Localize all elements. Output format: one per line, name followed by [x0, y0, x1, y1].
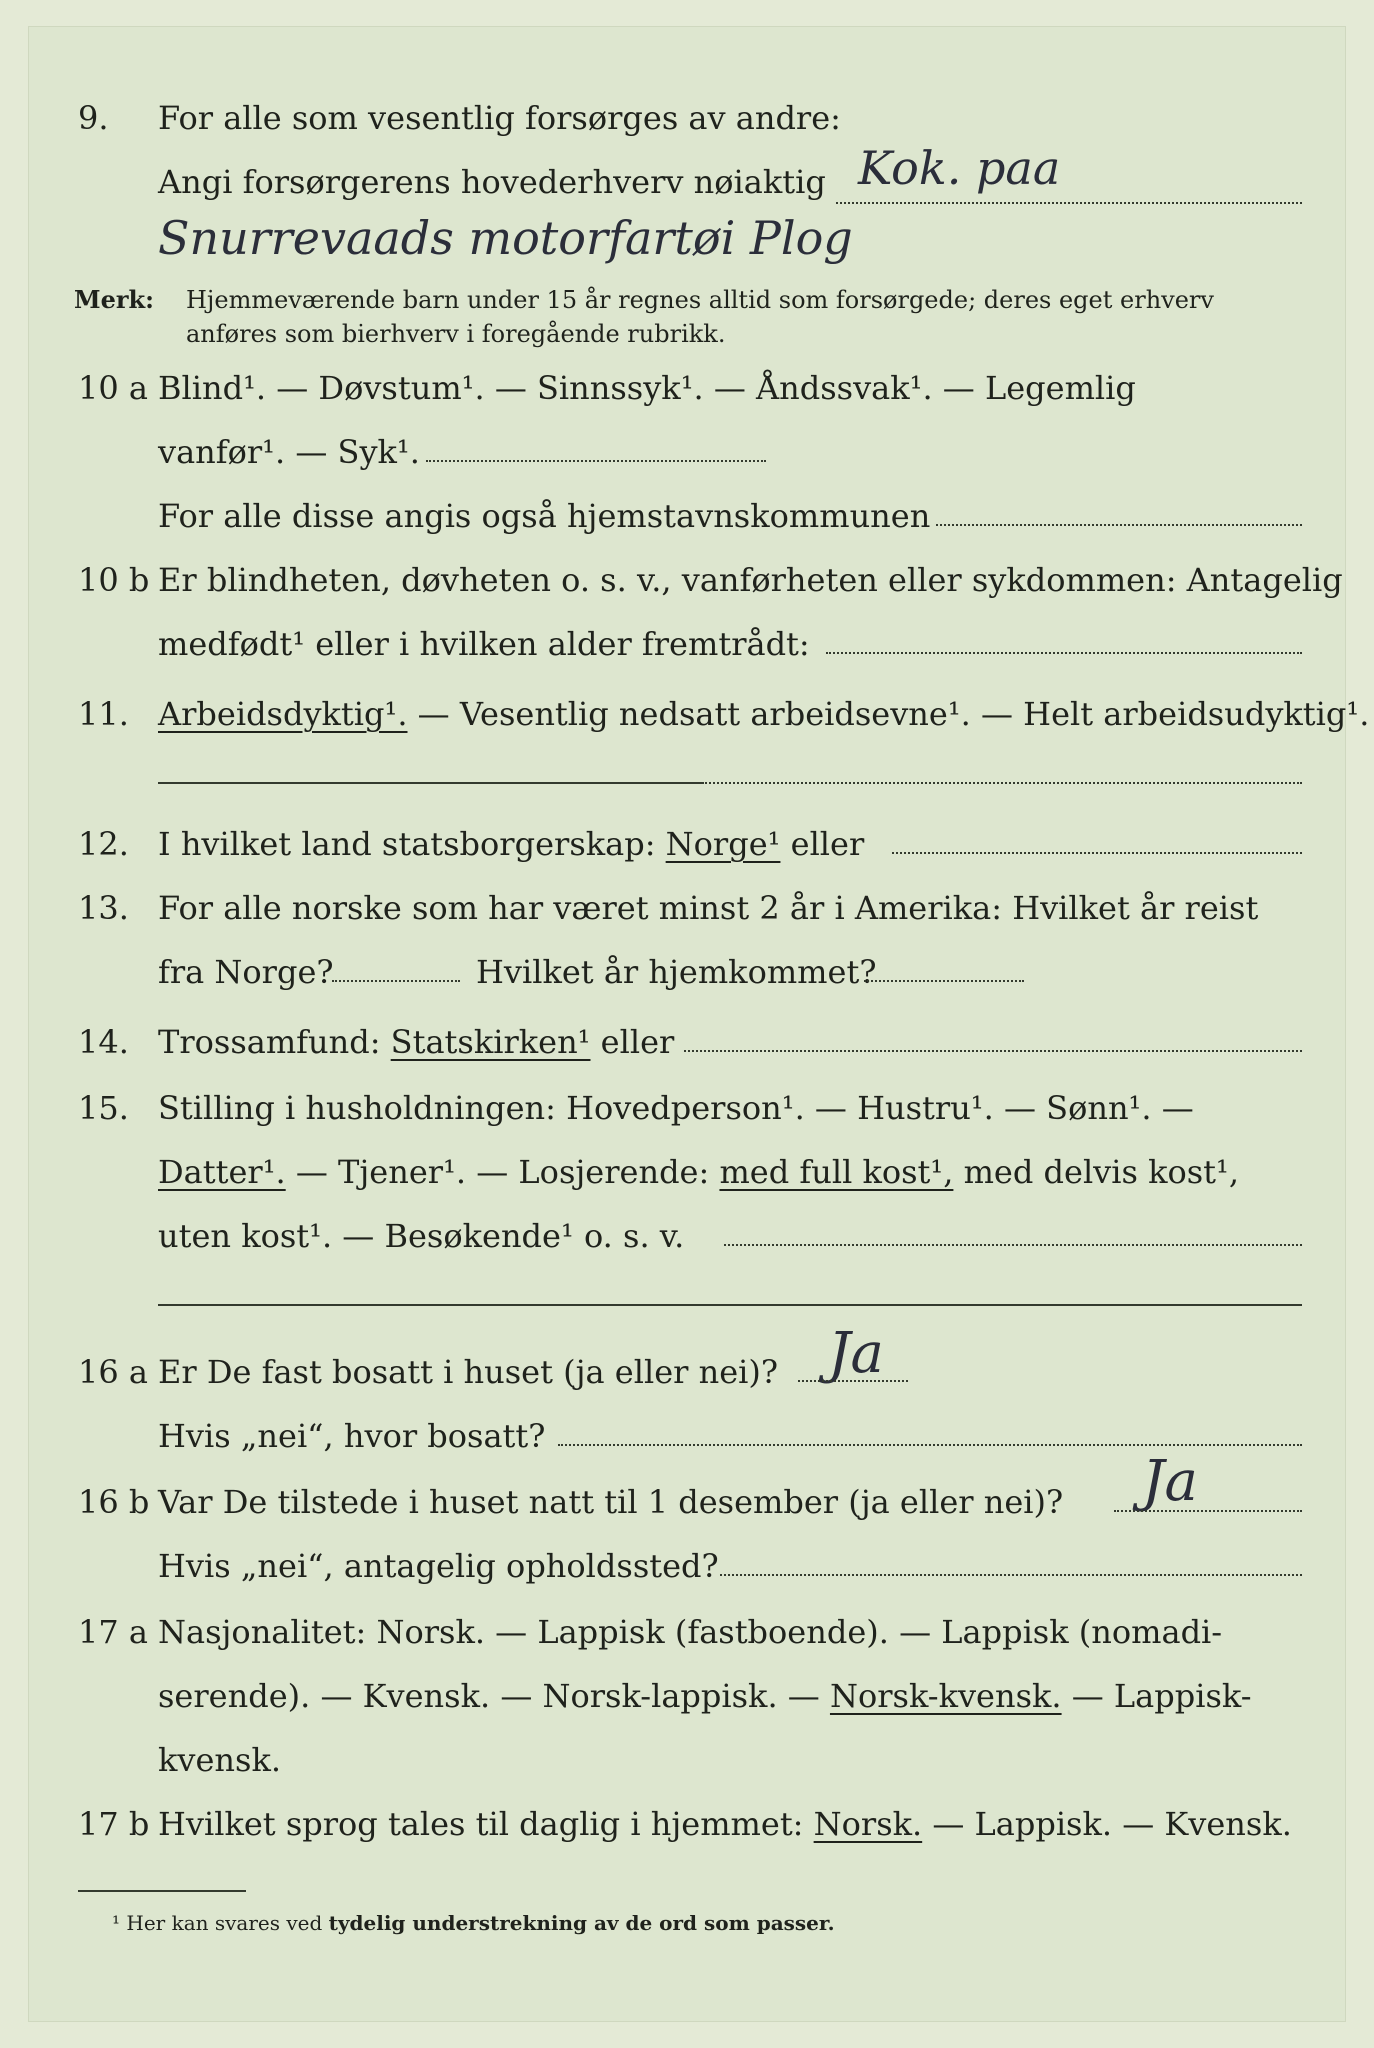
q16b-handwritten-answer: Ja: [1142, 1449, 1198, 1514]
q10a-options-2: vanfør¹. — Syk¹.: [158, 433, 420, 471]
q17a-selected-norsk-kvensk: Norsk-kvensk.: [829, 1677, 1062, 1715]
q13-reist-line: [332, 980, 460, 982]
q15-selected-datter: Datter¹.: [158, 1153, 286, 1191]
q17b-row: [28, 1802, 1346, 1846]
q12-question: [158, 822, 864, 866]
q16b-row-2: [28, 1544, 1346, 1588]
footnote-bold-text: tydelig understrekning av de ord som passer.: [328, 1911, 835, 1935]
q16b-row: [28, 1449, 1346, 1524]
q9-handwritten-answer-1: Kok. paa: [858, 141, 1061, 195]
q15-row-3: [28, 1214, 1346, 1258]
q16a-row: [28, 1321, 1346, 1394]
q17a-row-2: [28, 1674, 1346, 1718]
q12-answer-line: [892, 852, 1302, 854]
q16a-number: 16 a: [78, 1353, 148, 1391]
q11-answer-line-2: [702, 782, 1302, 784]
q14-number: 14.: [78, 1023, 129, 1061]
q10b-answer-line: [826, 652, 1302, 654]
q9-row: [28, 96, 1346, 140]
q17b-question: [158, 1802, 1292, 1846]
q10a-hjemstavn: For alle disse angis også hjemstavnskommunen: [158, 497, 931, 535]
q12-selected-norge: Norge¹: [665, 825, 781, 863]
q15-options-2: [158, 1150, 1239, 1194]
q10a-options: Blind¹. — Døvstum¹. — Sinnssyk¹. — Åndssvak¹. — Legemlig: [158, 369, 1136, 407]
footnote-mark: ¹: [112, 1911, 121, 1935]
q14-eller: eller: [590, 1023, 675, 1061]
q17b-number: 17 b: [78, 1805, 150, 1843]
q10a-row-2: [28, 430, 1346, 474]
merk-note-2: [28, 318, 1346, 362]
q9-question: For alle som vesentlig forsørges av andre:: [158, 99, 841, 137]
q10b-number: 10 b: [78, 561, 150, 599]
q17a-options-2b: — Lappisk-: [1061, 1677, 1252, 1715]
footnote-text: Her kan svares ved: [126, 1911, 329, 1935]
q16a-bosatt-line: [558, 1444, 1302, 1446]
q13-reist-label: fra Norge?: [158, 953, 334, 991]
q16b-question-2: Hvis „nei“, antagelig opholdssted?: [158, 1547, 719, 1585]
q15-mid: — Tjener¹. — Losjerende:: [285, 1153, 720, 1191]
q11-options: [158, 692, 1369, 736]
q10a-number: 10 a: [78, 369, 148, 407]
q10a-row-3: [28, 494, 1346, 538]
q17a-row: [28, 1610, 1346, 1654]
q17b-other-options: — Lappisk. — Kvensk.: [922, 1805, 1292, 1843]
q16b-question: Var De tilstede i huset natt til 1 desember (ja eller nei)?: [158, 1483, 1064, 1521]
q11-number: 11.: [78, 695, 129, 733]
q9-question-2: Angi forsørgerens hovederhverv nøiaktig: [158, 163, 826, 201]
q14-selected-statskirken: Statskirken¹: [390, 1023, 591, 1061]
q10b-row: [28, 558, 1346, 602]
q16a-handwritten-answer: Ja: [828, 1321, 884, 1386]
q16b-opholdssted-line: [720, 1574, 1302, 1576]
q10a-row: [28, 366, 1346, 410]
q17a-options-2a: serende). — Kvensk. — Norsk-lappisk. —: [158, 1677, 830, 1715]
q10a-answer-line: [426, 460, 766, 462]
q17b-selected-norsk: Norsk.: [813, 1805, 923, 1843]
q12-label: I hvilket land statsborgerskap:: [158, 825, 666, 863]
q17b-label: Hvilket sprog tales til daglig i hjemmet:: [158, 1805, 814, 1843]
q16a-question-2: Hvis „nei“, hvor bosatt?: [158, 1417, 546, 1455]
q16b-number: 16 b: [78, 1483, 150, 1521]
q13-question: For alle norske som har været minst 2 år i Amerika: Hvilket år reist: [158, 889, 1259, 927]
merk-text-1: Hjemmeværende barn under 15 år regnes alltid som forsørgede; deres eget erhverv: [186, 286, 1214, 314]
q12-number: 12.: [78, 825, 129, 863]
q15-number: 15.: [78, 1089, 129, 1127]
q15-options-3: uten kost¹. — Besøkende¹ o. s. v.: [158, 1217, 685, 1255]
q9-handwritten-answer-2: Snurrevaads motorfartøi Plog: [158, 211, 853, 265]
q9-row-2: [28, 141, 1346, 204]
q14-question: [158, 1020, 674, 1064]
q11-answer-line: [158, 782, 702, 784]
footnote: [112, 1910, 835, 1936]
q11-selected-arbeidsdyktig: Arbeidsdyktig¹.: [158, 695, 408, 733]
q16a-question: Er De fast bosatt i huset (ja eller nei)?: [158, 1353, 779, 1391]
q17a-number: 17 a: [78, 1613, 148, 1651]
q15-options: Stilling i husholdningen: Hovedperson¹. — Hustru¹. — Sønn¹. —: [158, 1089, 1194, 1127]
q15-answer-line-2: [158, 1304, 1302, 1306]
q15-answer-line: [724, 1244, 1302, 1246]
q15-row: [28, 1086, 1346, 1130]
q9-number: 9.: [78, 99, 109, 137]
q9-answer-line: [836, 202, 1302, 204]
q15-row-2: [28, 1150, 1346, 1194]
q10b-question-2: medfødt¹ eller i hvilken alder fremtrådt:: [158, 625, 810, 663]
q11-row: [28, 692, 1370, 736]
q13-hjemkommet-label: Hvilket år hjemkommet?: [476, 953, 877, 991]
q11-other-options: — Vesentlig nedsatt arbeidsevne¹. — Helt arbeidsudyktig¹.: [407, 695, 1370, 733]
q15-end: med delvis kost¹,: [953, 1153, 1240, 1191]
q13-number: 13.: [78, 889, 129, 927]
merk-label: Merk:: [74, 285, 154, 314]
q16b-answer-line: [1114, 1510, 1302, 1512]
q15-selected-full-kost: med full kost¹,: [719, 1153, 954, 1191]
footnote-rule: [78, 1890, 246, 1892]
q13-hjemkommet-line: [864, 980, 1024, 982]
q17a-row-3: [28, 1738, 1346, 1782]
q17a-options: Nasjonalitet: Norsk. — Lappisk (fastboende). — Lappisk (nomadi-: [158, 1613, 1223, 1651]
q10b-question: Er blindheten, døvheten o. s. v., vanførheten eller sykdommen: Antagelig: [158, 561, 1343, 599]
q14-answer-line: [684, 1050, 1302, 1052]
q12-row: [28, 822, 1346, 866]
q17a-options-3: kvensk.: [158, 1741, 281, 1779]
q17a-options-2: [158, 1674, 1252, 1718]
q16a-answer-line: [798, 1380, 908, 1382]
q13-row: [28, 886, 1346, 930]
q12-eller: eller: [780, 825, 865, 863]
census-form-page: [28, 26, 1370, 2022]
merk-text-2: anføres som bierhverv i foregående rubrikk.: [186, 320, 726, 348]
q10a-hjemstavn-line: [936, 524, 1302, 526]
q9-row-3: [28, 211, 1346, 266]
q14-label: Trossamfund:: [158, 1023, 391, 1061]
q10b-row-2: [28, 622, 1346, 666]
q14-row: [28, 1020, 1346, 1064]
q13-row-2: [28, 950, 1346, 994]
